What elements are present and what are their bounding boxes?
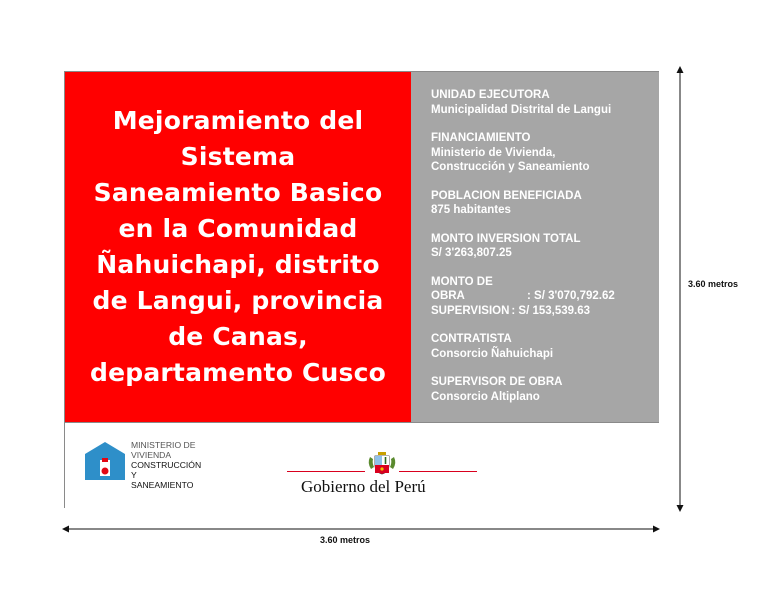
height-dimension-label: 3.60 metros (688, 279, 739, 289)
title-line: en la Comunidad (118, 214, 358, 243)
financiamiento-block (431, 131, 659, 175)
title-line: Sistema (180, 142, 296, 171)
logos-strip (65, 422, 659, 509)
title-line: departamento Cusco (89, 358, 387, 387)
supervisor-label: SUPERVISOR DE OBRA (431, 376, 563, 388)
ministry-logo-text (131, 440, 205, 490)
ministry-line-3: CONSTRUCCIÓN Y (131, 460, 202, 480)
poblacion-value: 875 habitantes (431, 204, 511, 216)
ministry-logo (85, 440, 205, 490)
unidad-ejecutora-block (431, 88, 659, 117)
supervisor-value: Consorcio Altiplano (431, 390, 540, 403)
title-line: Saneamiento Basico (93, 178, 383, 207)
gobierno-right-line (399, 471, 477, 472)
project-title (90, 103, 386, 391)
gobierno-text: Gobierno del Perú (301, 477, 426, 496)
poblacion-label: POBLACION BENEFICIADA (431, 189, 582, 202)
monto-total-label: MONTO INVERSION TOTAL (431, 232, 581, 245)
width-dimension-arrow (62, 522, 660, 536)
title-panel (65, 72, 411, 422)
supervision-label: SUPERVISION (431, 304, 510, 317)
title-line: Mejoramiento del (112, 106, 364, 135)
financiamiento-value-1: Ministerio de Vivienda, (431, 146, 556, 159)
obra-label: OBRA (431, 290, 465, 302)
obra-row (431, 289, 659, 304)
title-line: de Canas, (168, 322, 308, 351)
financiamiento-label: FINANCIAMIENTO (431, 132, 531, 144)
contratista-label: CONTRATISTA (431, 333, 512, 345)
contratista-value: Consorcio Ñahuichapi (431, 347, 554, 360)
ministry-line-1: MINISTERIO DE (131, 440, 196, 450)
width-dimension-label: 3.60 metros (320, 535, 371, 545)
monto-total-value: S/ 3'263,807.25 (431, 247, 512, 259)
monto-de-block (431, 275, 659, 319)
height-dimension-arrow (672, 66, 688, 512)
unidad-ejecutora-value: Municipalidad Distrital de Langui (431, 103, 612, 116)
financiamiento-value-2: Construcción y Saneamiento (431, 161, 590, 173)
gobierno-logo (287, 445, 477, 495)
ministry-house-icon (85, 440, 125, 480)
monto-total-block (431, 232, 659, 261)
unidad-ejecutora-label: UNIDAD EJECUTORA (431, 89, 550, 101)
info-panel (411, 72, 659, 422)
poblacion-block (431, 189, 659, 218)
supervisor-block (431, 375, 659, 404)
project-sign (64, 71, 659, 508)
title-line: Ñahuichapi, distrito (96, 250, 380, 279)
peru-coat-of-arms-icon (367, 451, 397, 477)
ministry-line-4: SANEAMIENTO (131, 480, 194, 490)
title-line: de Langui, provincia (92, 286, 384, 315)
obra-value: : S/ 3'070,792.62 (527, 290, 615, 302)
gobierno-left-line (287, 471, 365, 472)
monto-de-label: MONTO DE (431, 275, 493, 288)
supervision-row (431, 304, 659, 319)
ministry-line-2: VIVIENDA (131, 450, 172, 460)
contratista-block (431, 332, 659, 361)
supervision-value: : S/ 153,539.63 (511, 304, 591, 317)
